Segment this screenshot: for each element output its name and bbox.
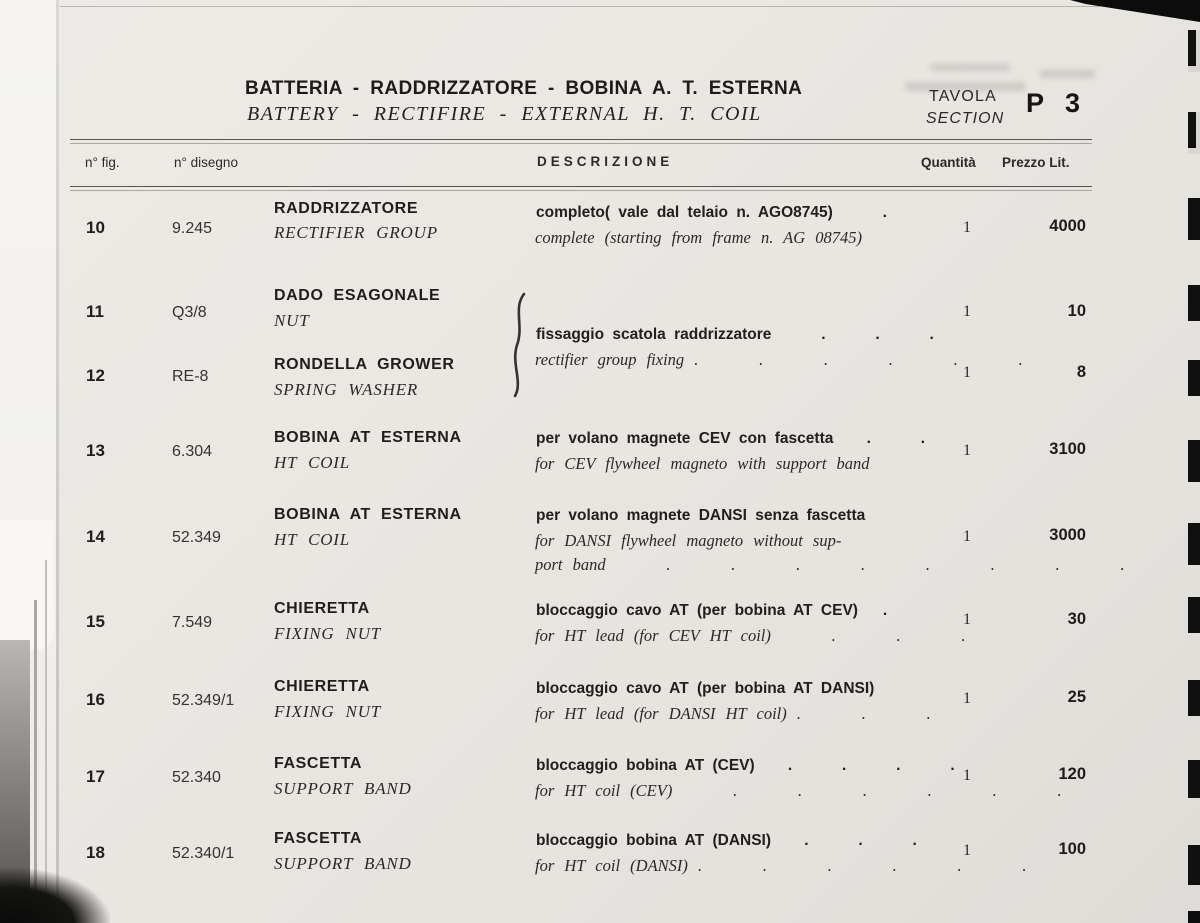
row-part-code: 52.340 — [172, 769, 221, 786]
corner-shadow — [0, 868, 110, 923]
row-part-name-it: FASCETTA — [274, 830, 363, 847]
bleedthrough-mark — [930, 64, 1010, 71]
row-part-code: 9.245 — [172, 220, 213, 237]
page-stack-edge — [34, 600, 37, 890]
bleedthrough-mark — [1040, 70, 1095, 78]
row-fig-number: 14 — [86, 527, 105, 546]
row-quantity: 1 — [963, 528, 971, 545]
row-part-code: RE-8 — [172, 368, 209, 385]
index-tab — [1188, 198, 1200, 240]
column-header-prezzo: Prezzo Lit. — [1002, 155, 1070, 170]
row-part-name-en: NUT — [274, 311, 310, 330]
row-desc-en: for DANSI flywheel magneto without sup- — [535, 531, 842, 550]
horizontal-rule — [70, 186, 1092, 191]
row-part-name-en: HT COIL — [274, 530, 351, 549]
column-header-descrizione: DESCRIZIONE — [537, 154, 674, 169]
row-price: 10 — [1067, 302, 1086, 320]
row-fig-number: 13 — [86, 441, 105, 460]
row-desc-en: for HT lead (for CEV HT coil) . . . — [535, 626, 966, 645]
row-desc-it: per volano magnete DANSI senza fascetta — [536, 507, 866, 524]
tavola-label: TAVOLA — [929, 88, 997, 105]
row-part-name-it: CHIERETTA — [274, 678, 370, 695]
index-tab — [1188, 112, 1200, 154]
page-title-english: BATTERY - RECTIFIRE - EXTERNAL H. T. COIL — [247, 103, 762, 125]
row-desc-it: bloccaggio bobina AT (CEV) . . . . — [536, 757, 955, 774]
row-price: 3000 — [1049, 526, 1086, 544]
row-part-name-it: BOBINA AT ESTERNA — [274, 429, 462, 446]
group-desc-en: rectifier group fixing . . . . . . — [535, 350, 1023, 369]
row-part-name-it: DADO ESAGONALE — [274, 287, 441, 304]
row-quantity: 1 — [963, 219, 971, 236]
row-part-name-it: CHIERETTA — [274, 600, 370, 617]
column-header-quantita: Quantità — [921, 155, 976, 170]
index-tab — [1188, 30, 1200, 72]
row-quantity: 1 — [963, 364, 971, 381]
index-tab — [1188, 845, 1200, 885]
row-fig-number: 10 — [86, 218, 105, 237]
scan-dark-wedge — [1070, 0, 1200, 22]
row-part-code: 52.340/1 — [172, 845, 235, 862]
row-price: 4000 — [1049, 217, 1086, 235]
binding-shadow — [0, 640, 30, 890]
row-part-code: 7.549 — [172, 614, 213, 631]
index-tab — [1188, 597, 1200, 633]
row-fig-number: 12 — [86, 366, 105, 385]
row-part-name-en: HT COIL — [274, 453, 351, 472]
row-part-name-en: SUPPORT BAND — [274, 779, 412, 798]
row-part-name-it: RADDRIZZATORE — [274, 200, 419, 217]
index-tab — [1188, 760, 1200, 798]
row-fig-number: 17 — [86, 767, 105, 786]
index-tab — [1188, 360, 1200, 396]
section-code: P 3 — [1026, 88, 1088, 118]
row-price: 3100 — [1049, 440, 1086, 458]
row-fig-number: 11 — [86, 302, 104, 321]
row-desc-en: for HT lead (for DANSI HT coil) . . . — [535, 704, 931, 723]
index-tab — [1188, 523, 1200, 565]
row-part-code: 52.349 — [172, 529, 221, 546]
row-part-name-en: SUPPORT BAND — [274, 854, 412, 873]
row-desc-it: bloccaggio bobina AT (DANSI) . . . — [536, 832, 917, 849]
index-tab — [1188, 285, 1200, 321]
row-desc-en: complete (starting from frame n. AG 08745) — [535, 228, 863, 247]
row-quantity: 1 — [963, 303, 971, 320]
row-part-code: Q3/8 — [172, 304, 207, 321]
row-part-name-en: FIXING NUT — [274, 702, 382, 721]
row-fig-number: 18 — [86, 843, 105, 862]
page-stack-edge — [45, 560, 47, 890]
scan-dark-corner — [1188, 911, 1200, 923]
row-part-name-en: SPRING WASHER — [274, 380, 419, 399]
page-title-italian: BATTERIA - RADDRIZZATORE - BOBINA A. T. ESTERNA — [245, 78, 803, 99]
row-quantity: 1 — [963, 690, 971, 707]
horizontal-rule — [70, 139, 1092, 144]
row-quantity: 1 — [963, 842, 971, 859]
row-part-name-it: RONDELLA GROWER — [274, 356, 455, 373]
row-part-name-it: BOBINA AT ESTERNA — [274, 506, 462, 523]
row-part-name-it: FASCETTA — [274, 755, 363, 772]
row-part-name-en: RECTIFIER GROUP — [274, 223, 438, 242]
row-desc-en: for CEV flywheel magneto with support band — [535, 454, 870, 473]
row-fig-number: 15 — [86, 612, 105, 631]
section-label: SECTION — [926, 110, 1005, 127]
row-price: 30 — [1067, 610, 1086, 628]
group-desc-it: fissaggio scatola raddrizzatore . . . — [536, 326, 934, 343]
index-tab — [1188, 440, 1200, 482]
row-price: 100 — [1058, 840, 1086, 858]
scan-edge-line — [60, 6, 1100, 7]
row-quantity: 1 — [963, 767, 971, 784]
row-price: 8 — [1076, 363, 1086, 381]
row-part-code: 52.349/1 — [172, 692, 235, 709]
row-desc-it: per volano magnete CEV con fascetta . . — [536, 430, 926, 447]
row-part-code: 6.304 — [172, 443, 213, 460]
row-quantity: 1 — [963, 442, 971, 459]
column-header-disegno: n° disegno — [174, 155, 238, 170]
row-desc-en: for HT coil (CEV) . . . . . . — [535, 781, 1062, 800]
page-edge-line — [56, 0, 59, 923]
row-price: 25 — [1067, 688, 1086, 706]
row-quantity: 1 — [963, 611, 971, 628]
row-desc-it: completo( vale dal telaio n. AGO8745) . — [536, 204, 887, 221]
row-fig-number: 16 — [86, 690, 105, 709]
index-tab — [1188, 680, 1200, 716]
row-desc-en: for HT coil (DANSI) . . . . . . — [535, 856, 1027, 875]
row-desc-en-line2: port band . . . . . . . . — [535, 555, 1125, 574]
row-price: 120 — [1058, 765, 1086, 783]
row-part-name-en: FIXING NUT — [274, 624, 382, 643]
grouping-brace — [508, 292, 532, 398]
column-header-fig: n° fig. — [85, 155, 120, 170]
row-desc-it: bloccaggio cavo AT (per bobina AT DANSI) — [536, 680, 875, 697]
row-desc-it: bloccaggio cavo AT (per bobina AT CEV) . — [536, 602, 888, 619]
